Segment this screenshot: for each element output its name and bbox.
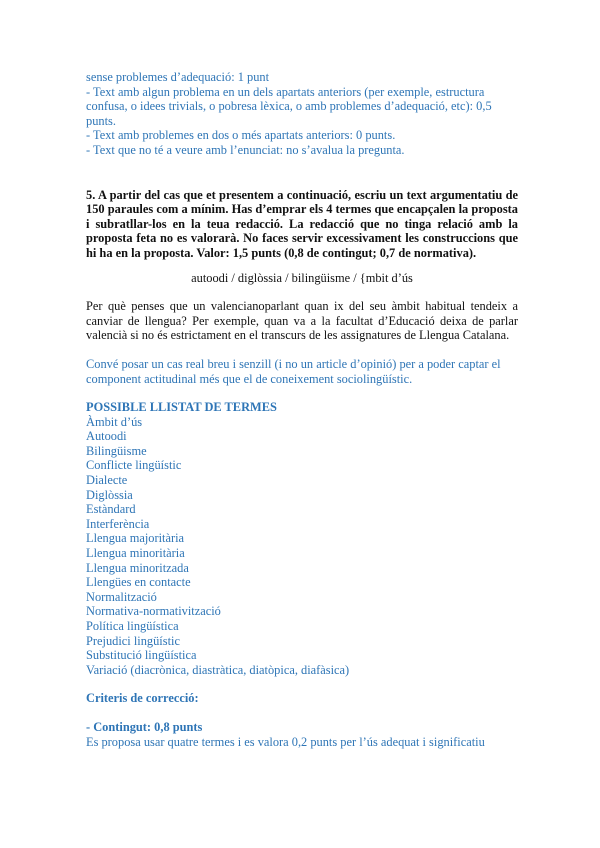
content-text: Es proposa usar quatre termes i es valora 0,2 punts per l’ús adequat i significatiu bbox=[86, 734, 485, 749]
question-terms-line: autoodi / diglòssia / bilingüisme / {mbit d’ús bbox=[191, 270, 413, 285]
term-item: Conflicte lingüístic bbox=[86, 458, 182, 473]
term-item: Àmbit d’ús bbox=[86, 414, 143, 429]
term-item: Política lingüística bbox=[86, 619, 179, 633]
term-item: Llengua majoritària bbox=[86, 531, 185, 546]
criteria-line-2: - Text amb algun problema en un dels apartats anteriors (per exemple, estructura confusa, o idees trivials, o pobresa lèxica, o amb problemes d’adequació, etc): 0,5 punts. bbox=[86, 84, 492, 128]
term-item: Dialecte bbox=[86, 473, 128, 488]
term-item: Estàndard bbox=[86, 502, 136, 517]
advice-paragraph: Convé posar un cas real breu i senzill (i no un article d’opinió) per a poder captar el component actitudinal més que el de coneixement sociolingüístic. bbox=[86, 356, 501, 386]
term-item: Diglòssia bbox=[86, 487, 133, 502]
term-item: Normativa-normativització bbox=[86, 604, 221, 619]
case-paragraph: Per què penses que un valencianoparlant quan ix del seu àmbit habitual tendeix a canviar de llengua? Per exemple, quan va a la facultat d’Educació deixa de parlar valencià si no és estrictament en el transcurs de les assignatures de Llengua Catalana. bbox=[86, 299, 518, 343]
term-item: Llengües en contacte bbox=[86, 575, 191, 590]
content-label: - Contingut: 0,8 punts bbox=[86, 719, 203, 734]
spacer bbox=[86, 285, 518, 299]
document-page bbox=[86, 70, 518, 749]
terms-list-title: POSSIBLE LLISTAT DE TERMES bbox=[86, 400, 277, 415]
criteria-line-3: - Text amb problemes en dos o més apartats anteriors: 0 punts. bbox=[86, 128, 396, 143]
spacer bbox=[86, 706, 518, 720]
term-item: Bilingüisme bbox=[86, 443, 147, 458]
spacer bbox=[86, 261, 518, 271]
spacer bbox=[86, 178, 518, 188]
spacer bbox=[86, 158, 518, 178]
spacer bbox=[86, 343, 518, 357]
spacer bbox=[86, 677, 518, 691]
term-item: Normalització bbox=[86, 589, 157, 604]
term-item: Substitució lingüística bbox=[86, 648, 197, 663]
terms-list bbox=[86, 400, 518, 677]
criteria-line-4: - Text que no té a veure amb l’enunciat: no s’avalua la pregunta. bbox=[86, 142, 405, 157]
term-item: Autoodi bbox=[86, 429, 127, 444]
top-criteria-block bbox=[86, 70, 518, 158]
term-item: Prejudici lingüístic bbox=[86, 633, 180, 648]
question-5: 5. A partir del cas que et presentem a continuació, escriu un text argumentatiu de 150 paraules com a mínim. Has d’emprar els 4 termes que encapçalen la proposta i subratllar-los en la teua redacció. La redacció que no tinga relació amb la proposta feta no es valorarà. No faces servir excessivament les construccions que hi ha en la proposta. Valor: 1,5 punts (0,8 de contingut; 0,7 de normativa). bbox=[86, 187, 518, 260]
term-item: Interferència bbox=[86, 516, 150, 531]
criteria-line-1: sense problemes d’adequació: 1 punt bbox=[86, 70, 270, 84]
spacer bbox=[86, 386, 518, 400]
term-item: Llengua minoritària bbox=[86, 546, 185, 561]
criteria-title: Criteris de correcció: bbox=[86, 691, 199, 706]
term-item: Llengua minoritzada bbox=[86, 560, 189, 575]
term-item: Variació (diacrònica, diastràtica, diatòpica, diafàsica) bbox=[86, 662, 350, 677]
